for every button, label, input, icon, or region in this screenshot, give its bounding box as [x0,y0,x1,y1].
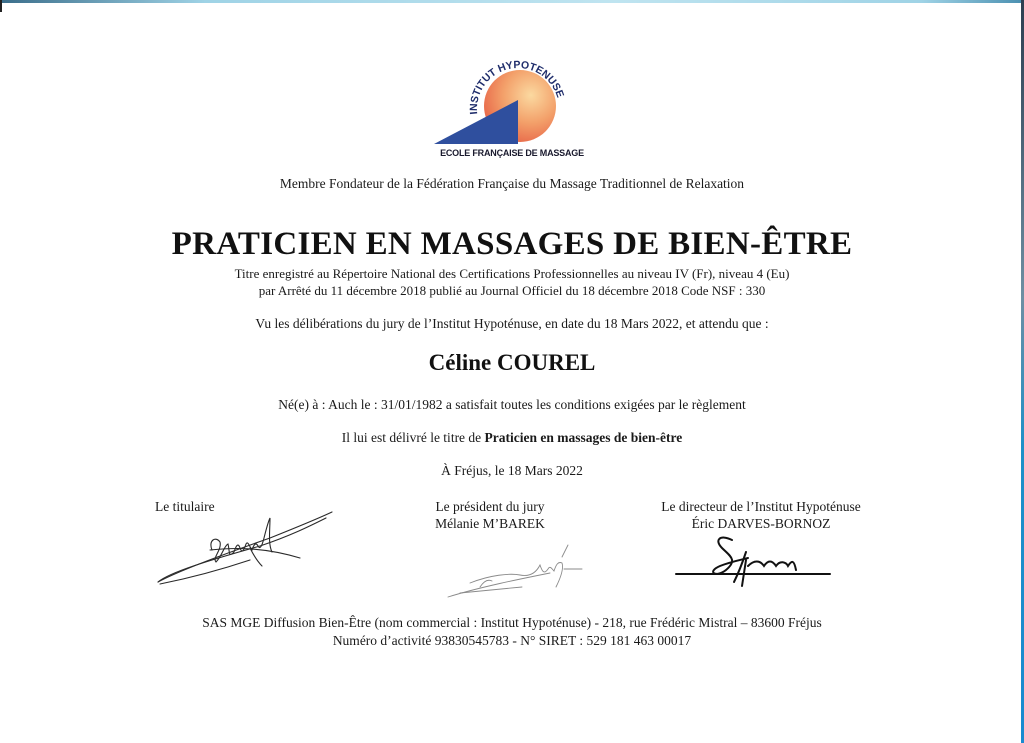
registration-line-2: par Arrêté du 11 décembre 2018 publié au Journal Officiel du 18 décembre 2018 Code NSF : 330 [258,283,766,298]
director-signature-block [650,498,872,532]
delivered-title: Praticien en massages de bien-être [484,430,683,445]
logo-caption: ECOLE FRANÇAISE DE MASSAGE [440,148,584,158]
deliberation-line: Vu les délibérations du jury de l’Institut Hypoténuse, en date du 18 Mars 2022, et attendu que : [255,316,769,331]
svg-text:INSTITUT HYPOTENUSE: INSTITUT HYPOTENUSE [467,58,567,115]
birth-line: Né(e) à : Auch le : 31/01/1982 a satisfait toutes les conditions exigées par le règlement [278,397,746,412]
place-date: À Fréjus, le 18 Mars 2022 [441,463,583,478]
registration-text [0,265,1024,299]
footer-registration-line: Numéro d’activité 93830545783 - N° SIRET : 529 181 463 00017 [332,633,692,648]
delivered-prefix: Il lui est délivré le titre de [341,430,485,445]
director-name: Éric DARVES-BORNOZ [691,516,831,531]
recipient-name: Céline COUREL [428,350,596,375]
president-signature-block [415,498,565,532]
federation-member-line: Membre Fondateur de la Fédération Française du Massage Traditionnel de Relaxation [279,176,745,191]
president-name: Mélanie M’BAREK [435,516,545,531]
footer-company-line: SAS MGE Diffusion Bien-Être (nom commercial : Institut Hypoténuse) - 218, rue Frédéric Mistral – 83600 Fréjus [202,615,822,630]
holder-signature-label: Le titulaire [155,499,215,514]
president-signature-icon [440,535,590,605]
holder-signature-icon [150,500,340,592]
president-role: Le président du jury [435,499,545,514]
certificate-title: PRATICIEN EN MASSAGES DE BIEN-ÊTRE [171,226,853,262]
director-signature-icon [668,530,838,590]
scan-edge-top [0,0,1024,3]
director-role: Le directeur de l’Institut Hypoténuse [661,499,861,514]
scan-edge-corner [0,0,2,12]
footer-legal [0,614,1024,650]
delivered-title-line [0,430,1024,446]
registration-line-1: Titre enregistré au Répertoire National des Certifications Professionnelles au niveau IV (Fr), niveau 4 (Eu) [234,266,790,281]
